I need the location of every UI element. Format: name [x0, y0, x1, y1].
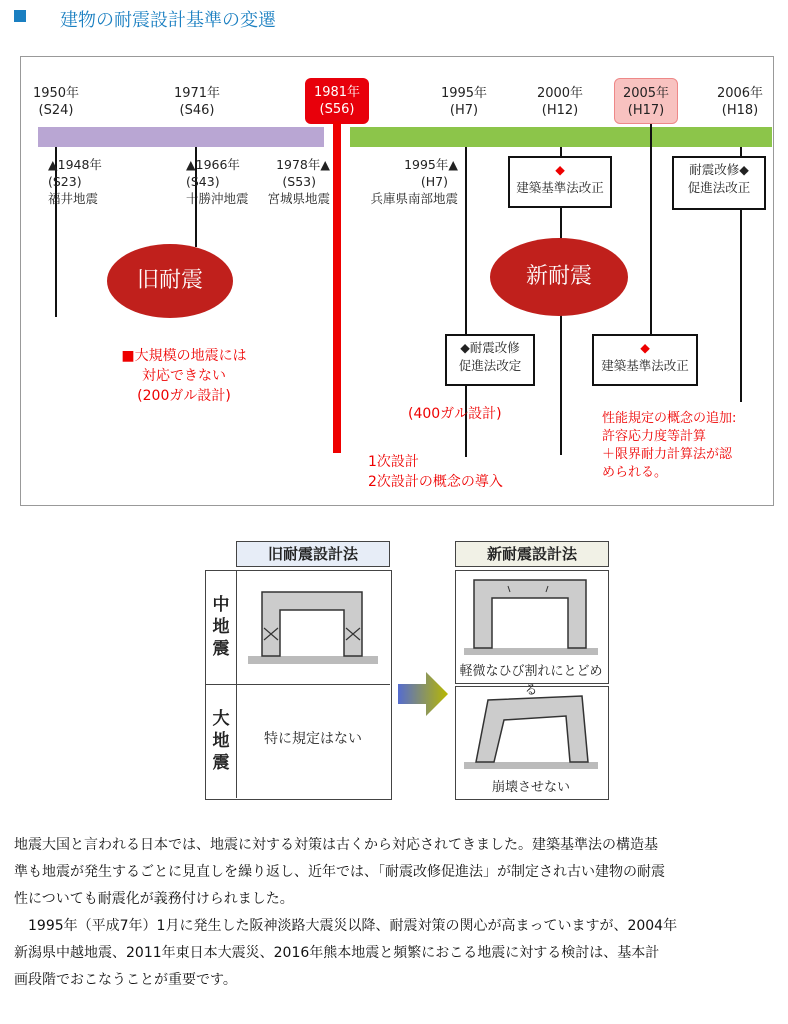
- box-building-standard-2005: [592, 334, 698, 386]
- note-line: 性能規定の概念の追加:: [602, 411, 737, 426]
- new-standard-bar: [350, 127, 772, 147]
- arrow-right-icon: [398, 672, 450, 716]
- red-diamond-icon: ◆: [640, 340, 650, 355]
- note-line: 許容応力度等計算: [602, 429, 707, 444]
- year-label: 1995年: [440, 86, 488, 101]
- body-line: 地震大国と言われる日本では、地震に対する対策は古くから対応されてきました。建築基準法の構造基: [14, 837, 658, 853]
- note-400gal: (400ガル設計): [408, 406, 502, 422]
- quake-name: 十勝沖地震: [186, 191, 249, 206]
- year-1971: [165, 85, 229, 119]
- row-medium-quake-label: 中地震: [212, 595, 230, 659]
- old-frame-figure: [240, 578, 386, 678]
- note-line: ＋限界耐力計算法が認: [602, 447, 733, 462]
- era-label: (S46): [179, 103, 215, 118]
- col-divider: [236, 570, 237, 798]
- quake-year: 1978年▲: [276, 157, 330, 172]
- note-line: (200ガル設計): [137, 388, 231, 404]
- year-2006: [708, 85, 772, 119]
- year-1995: [432, 85, 496, 119]
- quake-1966: [186, 156, 249, 207]
- new-large-caption: 崩壊させない: [491, 780, 570, 795]
- note-old-standard: [104, 346, 264, 406]
- quake-name: 宮城県地震: [267, 191, 330, 206]
- box-text: 建築基準法改正: [601, 358, 689, 373]
- year-1950: [24, 85, 88, 119]
- quake-era: (S23): [48, 174, 82, 189]
- quake-year: ▲1948年: [48, 157, 102, 172]
- title-bullet-icon: [14, 10, 26, 22]
- era-label: (S24): [38, 103, 74, 118]
- quake-1995: [340, 156, 458, 207]
- quake-1978: [250, 156, 330, 207]
- note-line: 1次設計: [368, 454, 419, 470]
- body-line: 画段階でおこなうことが重要です。: [14, 972, 237, 988]
- red-diamond-icon: ◆: [555, 162, 565, 177]
- body-text: [14, 832, 784, 994]
- era-label: (H12): [541, 103, 579, 118]
- year-2000: [528, 85, 592, 119]
- new-frame-large-figure: [458, 690, 604, 772]
- box-retrofit-1995: [445, 334, 535, 386]
- note-line: ■大規模の地震には: [121, 348, 247, 364]
- note-line: 2次設計の概念の導入: [368, 474, 503, 490]
- year-1981-highlight: [305, 78, 369, 124]
- note-design: [368, 452, 503, 492]
- note-performance: [602, 410, 736, 482]
- year-2005-highlight: [614, 78, 678, 124]
- quake-year: ▲1966年: [186, 157, 240, 172]
- year-label: 1950年: [32, 86, 80, 101]
- quake-era: (S43): [186, 174, 220, 189]
- body-line: 新潟県中越地震、2011年東日本大震災、2016年熊本地震と頻繁におこる地震に対する検討は、基本計: [14, 945, 660, 961]
- box-text: 促進法改定: [458, 358, 522, 373]
- new-seismic-oval: 新耐震: [490, 238, 628, 316]
- box-text: 促進法改正: [687, 180, 751, 195]
- era-label: (H7): [449, 103, 479, 118]
- body-line: 準も地震が発生するごとに見直しを繰り返し、近年では、「耐震改修促進法」が制定され古い建物の耐震: [14, 864, 665, 880]
- box-building-standard-2000: [508, 156, 612, 208]
- note-line: 対応できない: [142, 368, 226, 384]
- new-method-header: 新耐震設計法: [455, 541, 609, 567]
- quake-era: (S53): [282, 174, 316, 189]
- row-divider: [205, 684, 390, 685]
- old-standard-bar: [38, 127, 324, 147]
- year-label: 1981年: [313, 85, 361, 100]
- era-label: (H17): [627, 103, 665, 118]
- year-label: 2005年: [622, 86, 670, 101]
- box-retrofit-2006: [672, 156, 766, 210]
- era-label: (S56): [319, 102, 355, 117]
- old-large-quake-text: 特に規定はない: [264, 731, 362, 747]
- quake-year: 1995年▲: [404, 157, 458, 172]
- new-medium-caption: 軽微なひび割れにとどめる: [459, 664, 603, 698]
- box-text: 耐震改修◆: [689, 162, 749, 177]
- year-label: 1971年: [173, 86, 221, 101]
- body-line: 性についても耐震化が義務付けられました。: [14, 891, 294, 907]
- quake-era: (H7): [420, 174, 448, 189]
- body-line: 1995年（平成7年）1月に発生した阪神淡路大震災以降、耐震対策の関心が高まっていますが、2004年: [14, 918, 678, 934]
- page-title: 建物の耐震設計基準の変遷: [60, 10, 276, 31]
- new-frame-medium-figure: [458, 574, 604, 658]
- year-label: 2006年: [716, 86, 764, 101]
- old-method-header: 旧耐震設計法: [236, 541, 390, 567]
- line-2005: [650, 124, 652, 336]
- note-line: められる。: [602, 465, 668, 480]
- quake-1948: [48, 156, 102, 207]
- year-label: 2000年: [536, 86, 584, 101]
- quake-name: 兵庫県南部地震: [370, 191, 458, 206]
- old-seismic-oval: 旧耐震: [107, 244, 233, 318]
- row-large-quake-label: 大地震: [212, 709, 230, 773]
- era-label: (H18): [721, 103, 759, 118]
- box-text: ◆耐震改修: [460, 340, 520, 355]
- box-text: 建築基準法改正: [516, 180, 604, 195]
- quake-name: 福井地震: [48, 191, 99, 206]
